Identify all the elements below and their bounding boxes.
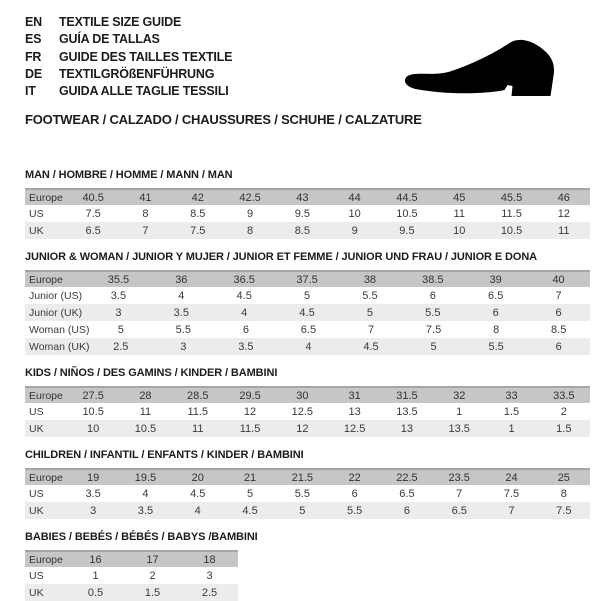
size-cell: 31.5: [396, 389, 418, 402]
size-cell: 37.5: [296, 273, 318, 286]
size-cell: 13.5: [448, 422, 470, 435]
row-label: Europe: [29, 553, 63, 566]
language-title: TEXTILGRÖßENFÜHRUNG: [59, 66, 215, 81]
table-header-row: [25, 468, 590, 485]
size-cell: 6.5: [300, 323, 317, 336]
size-table-title: JUNIOR & WOMAN / JUNIOR Y MUJER / JUNIOR ET FEMME / JUNIOR UND FRAU / JUNIOR E DONA: [25, 251, 538, 264]
size-cell: 33.5: [553, 389, 575, 402]
size-cell: 3.5: [238, 340, 254, 353]
size-cell: 4.5: [363, 340, 379, 353]
size-cell: 20: [191, 471, 204, 484]
size-cell: 11: [139, 405, 152, 418]
row-label: Junior (UK): [29, 306, 83, 319]
size-cell: 4: [178, 289, 185, 302]
size-cell: 11.5: [239, 422, 261, 435]
row-label: UK: [29, 224, 44, 237]
size-cell: 3: [180, 340, 187, 353]
table-header-row: [25, 386, 590, 403]
size-cell: 4.5: [299, 306, 315, 319]
size-cell: 6.5: [451, 504, 467, 517]
size-cell: 9.5: [399, 224, 415, 237]
size-cell: 40.5: [82, 191, 104, 204]
size-cell: 3.5: [85, 487, 101, 500]
size-cell: 12: [296, 422, 309, 435]
size-cell: 29.5: [239, 389, 261, 402]
size-cell: 2: [149, 569, 156, 582]
size-cell: 6: [242, 323, 249, 336]
language-row: [25, 14, 590, 31]
size-cell: 10.5: [82, 405, 104, 418]
size-cell: 7.5: [556, 504, 572, 517]
table-row: [25, 420, 590, 437]
row-label: UK: [29, 586, 44, 599]
language-code: EN: [25, 15, 42, 29]
size-cell: 10: [87, 422, 100, 435]
size-table-title: CHILDREN / INFANTIL / ENFANTS / KINDER / BAMBINI: [25, 449, 304, 462]
size-cell: 36.5: [233, 273, 255, 286]
size-table-title: MAN / HOMBRE / HOMME / MANN / MAN: [25, 169, 233, 182]
size-cell: 4.5: [236, 289, 252, 302]
table-row: [25, 287, 590, 304]
row-label: Europe: [29, 191, 63, 204]
row-label: UK: [29, 504, 44, 517]
row-label: US: [29, 405, 44, 418]
size-cell: 35.5: [107, 273, 130, 286]
size-cell: 10.5: [134, 422, 157, 435]
size-cell: 8.5: [294, 224, 310, 237]
size-cell: 7.5: [425, 323, 442, 336]
category-title: FOOTWEAR / CALZADO / CHAUSSURES / SCHUHE / CALZATURE: [25, 112, 422, 128]
size-cell: 38.5: [422, 273, 444, 286]
size-cell: 9: [246, 207, 254, 220]
size-cell: 1.5: [556, 422, 572, 435]
row-label: Woman (US): [29, 323, 90, 336]
row-label: UK: [29, 422, 44, 435]
size-cell: 0.5: [87, 586, 104, 599]
table-row: [25, 222, 590, 239]
table-row: [25, 403, 590, 420]
size-cell: 6: [351, 487, 358, 500]
size-cell: 1: [92, 569, 99, 582]
size-cell: 6: [492, 306, 499, 319]
size-cell: 6: [555, 306, 562, 319]
size-cell: 33: [505, 389, 518, 402]
size-cell: 5.5: [294, 487, 310, 500]
size-cell: 3: [115, 306, 122, 319]
size-cell: 11: [453, 207, 465, 220]
size-cell: 30: [296, 389, 309, 402]
size-cell: 8: [142, 207, 149, 220]
size-cell: 27.5: [82, 389, 104, 402]
size-table: [25, 270, 590, 355]
size-cell: 8.5: [551, 323, 567, 336]
size-table: [25, 550, 238, 601]
size-cell: 7.5: [190, 224, 206, 237]
size-cell: 4: [194, 504, 201, 517]
size-cell: 4.5: [242, 504, 258, 517]
size-cell: 5.5: [425, 306, 441, 319]
size-cell: 2: [560, 405, 567, 418]
language-title: TEXTILE SIZE GUIDE: [59, 15, 182, 29]
size-section: [25, 531, 590, 601]
size-cell: 11: [558, 224, 570, 237]
size-cell: 6.5: [85, 224, 101, 237]
size-cell: 1.5: [144, 586, 161, 599]
size-table: [25, 386, 590, 437]
table-row: [25, 502, 590, 519]
size-table: [25, 468, 590, 519]
size-cell: 32: [453, 389, 466, 402]
size-cell: 38: [363, 273, 377, 286]
language-title: GUÍA DE TALLAS: [59, 32, 160, 47]
language-code: DE: [25, 66, 42, 81]
row-label: US: [29, 487, 44, 500]
size-cell: 7: [508, 504, 515, 517]
size-cell: 8.5: [190, 207, 206, 220]
size-cell: 45: [453, 191, 466, 204]
size-cell: 3: [90, 504, 97, 517]
size-cell: 5.5: [175, 323, 191, 336]
size-cell: 10.5: [396, 207, 418, 220]
size-cell: 36: [175, 273, 188, 286]
size-cell: 7.5: [85, 207, 101, 220]
language-code: FR: [25, 49, 42, 64]
size-cell: 5: [304, 289, 311, 302]
size-cell: 6: [555, 340, 562, 353]
size-cell: 6: [429, 289, 436, 302]
size-cell: 9: [351, 224, 358, 237]
table-row: [25, 584, 238, 601]
size-cell: 5: [430, 340, 437, 353]
size-cell: 13.5: [396, 405, 418, 418]
size-cell: 9.5: [294, 207, 310, 220]
size-cell: 6.5: [399, 487, 415, 500]
size-cell: 25: [557, 471, 570, 484]
table-header-row: [25, 270, 590, 287]
size-cell: 1.5: [503, 405, 520, 418]
size-cell: 8: [246, 224, 254, 237]
size-cell: 21: [243, 471, 257, 484]
size-cell: 7.5: [503, 487, 520, 500]
size-cell: 12.5: [291, 405, 314, 418]
size-cell: 7: [555, 289, 562, 302]
size-cell: 3: [206, 569, 213, 582]
size-cell: 2.5: [113, 340, 129, 353]
size-cell: 42: [191, 191, 204, 204]
size-cell: 12: [557, 207, 570, 220]
size-cell: 5: [117, 323, 124, 336]
size-cell: 1: [508, 422, 515, 435]
size-cell: 16: [89, 553, 102, 566]
language-title: GUIDA ALLE TAGLIE TESSILI: [59, 84, 229, 99]
row-label: Junior (US): [29, 289, 83, 302]
size-cell: 13: [348, 405, 361, 418]
size-table-title: KIDS / NIÑOS / DES GAMINS / KINDER / BAMBINI: [25, 367, 278, 380]
size-cell: 42.5: [239, 191, 261, 204]
size-cell: 24: [505, 471, 518, 484]
size-cell: 10: [453, 224, 466, 237]
size-section: [25, 251, 590, 355]
size-cell: 4: [241, 306, 248, 319]
table-header-row: [25, 550, 238, 567]
size-section: [25, 169, 590, 239]
size-tables: [25, 169, 590, 601]
size-cell: 3.5: [110, 289, 127, 302]
size-cell: 22.5: [396, 471, 418, 484]
size-cell: 40: [552, 273, 565, 286]
language-code: IT: [25, 84, 36, 99]
language-title: GUIDE DES TAILLES TEXTILE: [59, 49, 233, 64]
language-code: ES: [25, 32, 42, 47]
size-cell: 13: [400, 422, 414, 435]
size-cell: 11.5: [501, 207, 522, 220]
size-cell: 2.5: [201, 586, 218, 599]
size-cell: 7: [367, 323, 375, 336]
table-row: [25, 205, 590, 222]
size-cell: 5.5: [488, 340, 504, 353]
size-cell: 5.5: [346, 504, 363, 517]
size-cell: 12: [243, 405, 257, 418]
size-cell: 11.5: [187, 405, 209, 418]
table-header-row: [25, 188, 590, 205]
size-section: [25, 449, 590, 519]
size-cell: 4.5: [190, 487, 206, 500]
size-cell: 45.5: [500, 191, 523, 204]
table-row: [25, 567, 238, 584]
row-label: US: [29, 207, 44, 220]
size-cell: 46: [557, 191, 570, 204]
size-cell: 19.5: [134, 471, 157, 484]
size-cell: 28: [139, 389, 152, 402]
size-cell: 31: [348, 389, 361, 402]
size-cell: 23.5: [448, 471, 470, 484]
size-cell: 43: [296, 191, 309, 204]
shoe-silhouette-icon: [400, 30, 578, 100]
size-cell: 3.5: [137, 504, 154, 517]
row-label: Europe: [29, 273, 63, 286]
size-cell: 19: [87, 471, 100, 484]
size-cell: 8: [493, 323, 500, 336]
size-cell: 39: [489, 273, 502, 286]
size-cell: 44.5: [396, 191, 418, 204]
size-cell: 7: [456, 487, 463, 500]
size-cell: 18: [203, 553, 216, 566]
row-label: Europe: [29, 471, 63, 484]
size-cell: 22: [348, 471, 361, 484]
size-cell: 5: [366, 306, 373, 319]
row-label: Europe: [29, 389, 63, 402]
size-cell: 10: [348, 207, 361, 220]
size-cell: 8: [560, 487, 567, 500]
table-row: [25, 321, 590, 338]
size-cell: 41: [139, 191, 152, 204]
table-row: [25, 485, 590, 502]
row-label: US: [29, 569, 44, 582]
size-table: [25, 188, 590, 239]
size-section: [25, 367, 590, 437]
size-cell: 17: [146, 553, 159, 566]
size-cell: 4: [305, 340, 312, 353]
size-cell: 28.5: [187, 389, 209, 402]
size-table-title: BABIES / BEBÉS / BÉBÉS / BABYS /BAMBINI: [25, 531, 258, 544]
size-cell: 12.5: [343, 422, 366, 435]
size-cell: 3.5: [173, 306, 189, 319]
table-row: [25, 338, 590, 355]
size-cell: 10.5: [500, 224, 523, 237]
size-cell: 5.5: [362, 289, 378, 302]
row-label: Woman (UK): [29, 340, 90, 353]
size-cell: 1: [456, 405, 463, 418]
size-cell: 44: [348, 191, 361, 204]
size-cell: 11: [192, 422, 204, 435]
size-cell: 6: [403, 504, 410, 517]
size-cell: 5: [299, 504, 306, 517]
size-cell: 6.5: [488, 289, 504, 302]
size-cell: 5: [246, 487, 254, 500]
table-row: [25, 304, 590, 321]
size-cell: 7: [142, 224, 149, 237]
size-cell: 21.5: [291, 471, 314, 484]
size-cell: 4: [142, 487, 149, 500]
